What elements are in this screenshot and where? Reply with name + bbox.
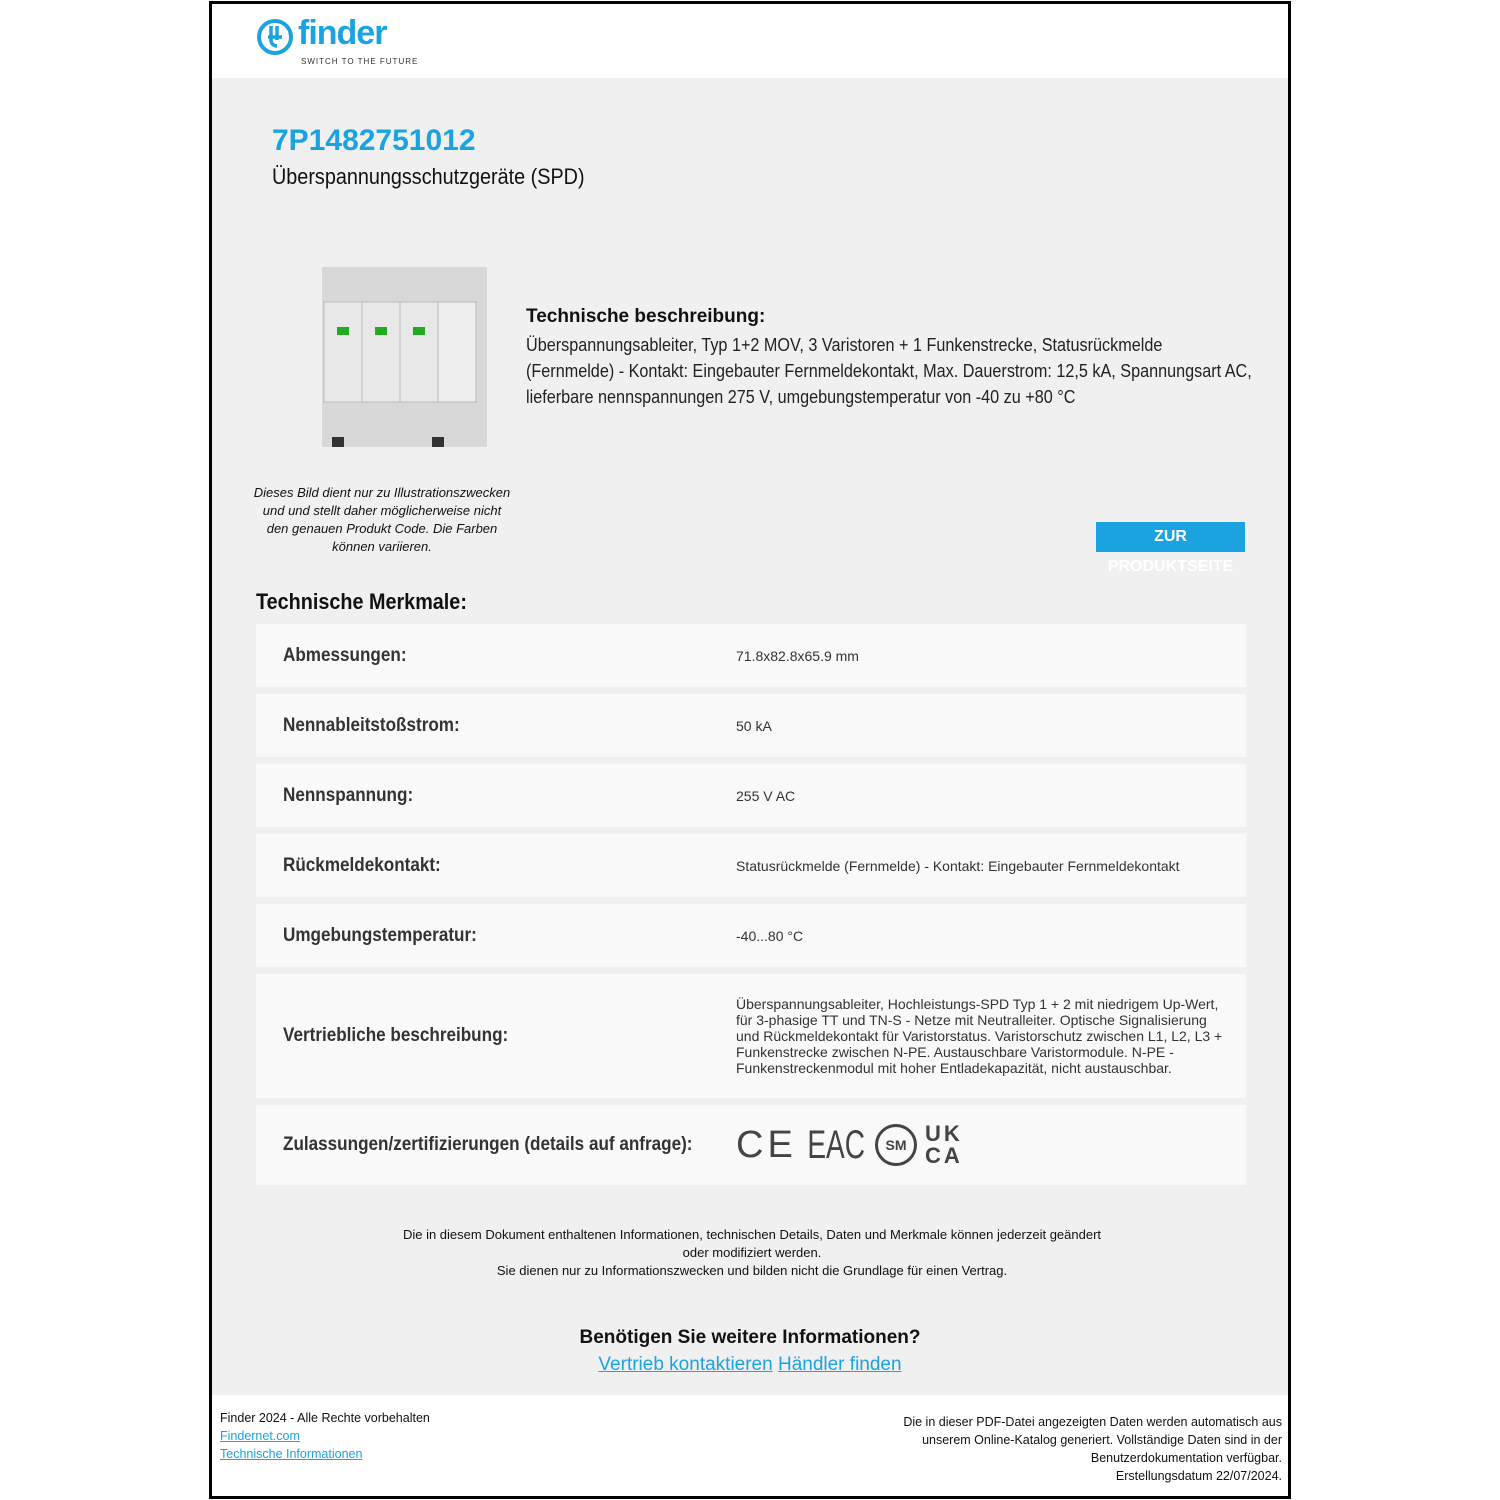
disclaimer bbox=[392, 1226, 1112, 1280]
image-caption: Dieses Bild dient nur zu Illustrationszwecken und und stellt daher möglicherweise nicht den genauen Produkt Code. Die Farben können variieren. bbox=[253, 485, 511, 554]
feature-key: Rückmeldekontakt: bbox=[283, 854, 441, 876]
contact-sales-link[interactable]: Vertrieb kontaktieren bbox=[598, 1354, 773, 1375]
feature-value: -40...80 °C bbox=[736, 927, 804, 944]
feature-value: Statusrückmelde (Fernmelde) - Kontakt: Eingebauter Fernmeldekontakt bbox=[736, 857, 1180, 874]
table-row bbox=[256, 974, 1246, 1098]
feature-key: Nennableitstoßstrom: bbox=[283, 714, 460, 736]
product-code: 7P1482751012 bbox=[272, 124, 476, 157]
sm-mark-icon: SM bbox=[875, 1124, 917, 1166]
table-row bbox=[256, 904, 1246, 967]
tech-desc-text: Überspannungsableiter, Typ 1+2 MOV, 3 Varistoren + 1 Funkenstrecke, Statusrückmelde (Fernmelde) - Kontakt: Eingebauter Fernmeldekontakt, Max. Dauerstrom: 12,5 kA, Spannungsart AC, lieferbare nennspannungen 275 V, umgebungstemperatur von -40 zu +80 °C bbox=[526, 335, 1252, 407]
table-row bbox=[256, 764, 1246, 827]
table-row bbox=[256, 1105, 1246, 1185]
logo-text: finder bbox=[298, 14, 387, 52]
cert-logos bbox=[736, 1123, 1246, 1167]
tech-info-link[interactable]: Technische Informationen bbox=[220, 1447, 363, 1461]
creation-date: Erstellungsdatum 22/07/2024. bbox=[1115, 1469, 1282, 1483]
footer-note: Die in dieser PDF-Datei angezeigten Daten werden automatisch aus unserem Online-Katalog generiert. Vollständige Daten sind in der Benutzerdokumentation verfügbar. bbox=[903, 1415, 1282, 1465]
feature-value: 50 kA bbox=[736, 717, 772, 734]
more-info-links bbox=[212, 1354, 1288, 1376]
ce-mark-icon: CE bbox=[736, 1124, 797, 1166]
copyright: Finder 2024 - Alle Rechte vorbehalten bbox=[220, 1411, 430, 1425]
feature-key: Zulassungen/zertifizierungen (details auf anfrage): bbox=[283, 1134, 693, 1155]
feature-value: 255 V AC bbox=[736, 787, 796, 804]
features-title: Technische Merkmale: bbox=[256, 589, 467, 614]
feature-value: 71.8x82.8x65.9 mm bbox=[736, 647, 859, 664]
footer bbox=[212, 1395, 1288, 1496]
feature-value: Überspannungsableiter, Hochleistungs-SPD Typ 1 + 2 mit niedrigem Up-Wert, für 3-phasige TT und TN-S - Netze mit Neutralleiter. Optische Signalisierung und Rückmeldekontakt für Varistorstatus. Varistorschutz zwischen L1, L2, L3 + Funkenstrecke zwischen N-PE. Austauschbare Varistormodule. N-PE - Funkenstreckenmodul mit hoher Entladekapazität, nicht austauschbar. bbox=[736, 996, 1223, 1076]
finder-logo-icon bbox=[256, 18, 294, 56]
feature-key: Umgebungstemperatur: bbox=[283, 924, 477, 946]
product-page-button[interactable]: ZUR PRODUKTSEITE bbox=[1096, 522, 1245, 552]
more-info-title: Benötigen Sie weitere Informationen? bbox=[579, 1327, 921, 1348]
find-dealer-link[interactable]: Händler finden bbox=[777, 1354, 902, 1375]
disclaimer-line: Sie dienen nur zu Informationszwecken und bilden nicht die Grundlage für einen Vertrag. bbox=[496, 1263, 1008, 1278]
feature-key: Vertriebliche beschreibung: bbox=[283, 1025, 509, 1046]
ukca-mark-icon: UKCA bbox=[925, 1121, 963, 1168]
finder-logo[interactable] bbox=[256, 14, 419, 66]
product-image bbox=[262, 262, 502, 452]
feature-key: Nennspannung: bbox=[283, 784, 414, 806]
feature-key: Abmessungen: bbox=[283, 644, 407, 666]
logo-tagline: SWITCH TO THE FUTURE bbox=[301, 57, 419, 66]
features-table bbox=[256, 624, 1246, 1192]
page bbox=[209, 1, 1291, 1499]
table-row bbox=[256, 834, 1246, 897]
eac-mark-icon: EAC bbox=[807, 1123, 865, 1167]
header bbox=[212, 4, 1288, 78]
product-category: Überspannungsschutzgeräte (SPD) bbox=[272, 164, 585, 189]
disclaimer-line: Die in diesem Dokument enthaltenen Informationen, technischen Details, Daten und Merkmale können jederzeit geändert oder modifiziert werden. bbox=[402, 1227, 1102, 1260]
table-row bbox=[256, 694, 1246, 757]
findernet-link[interactable]: Findernet.com bbox=[220, 1429, 300, 1443]
tech-desc-title: Technische beschreibung: bbox=[526, 306, 766, 327]
table-row bbox=[256, 624, 1246, 687]
